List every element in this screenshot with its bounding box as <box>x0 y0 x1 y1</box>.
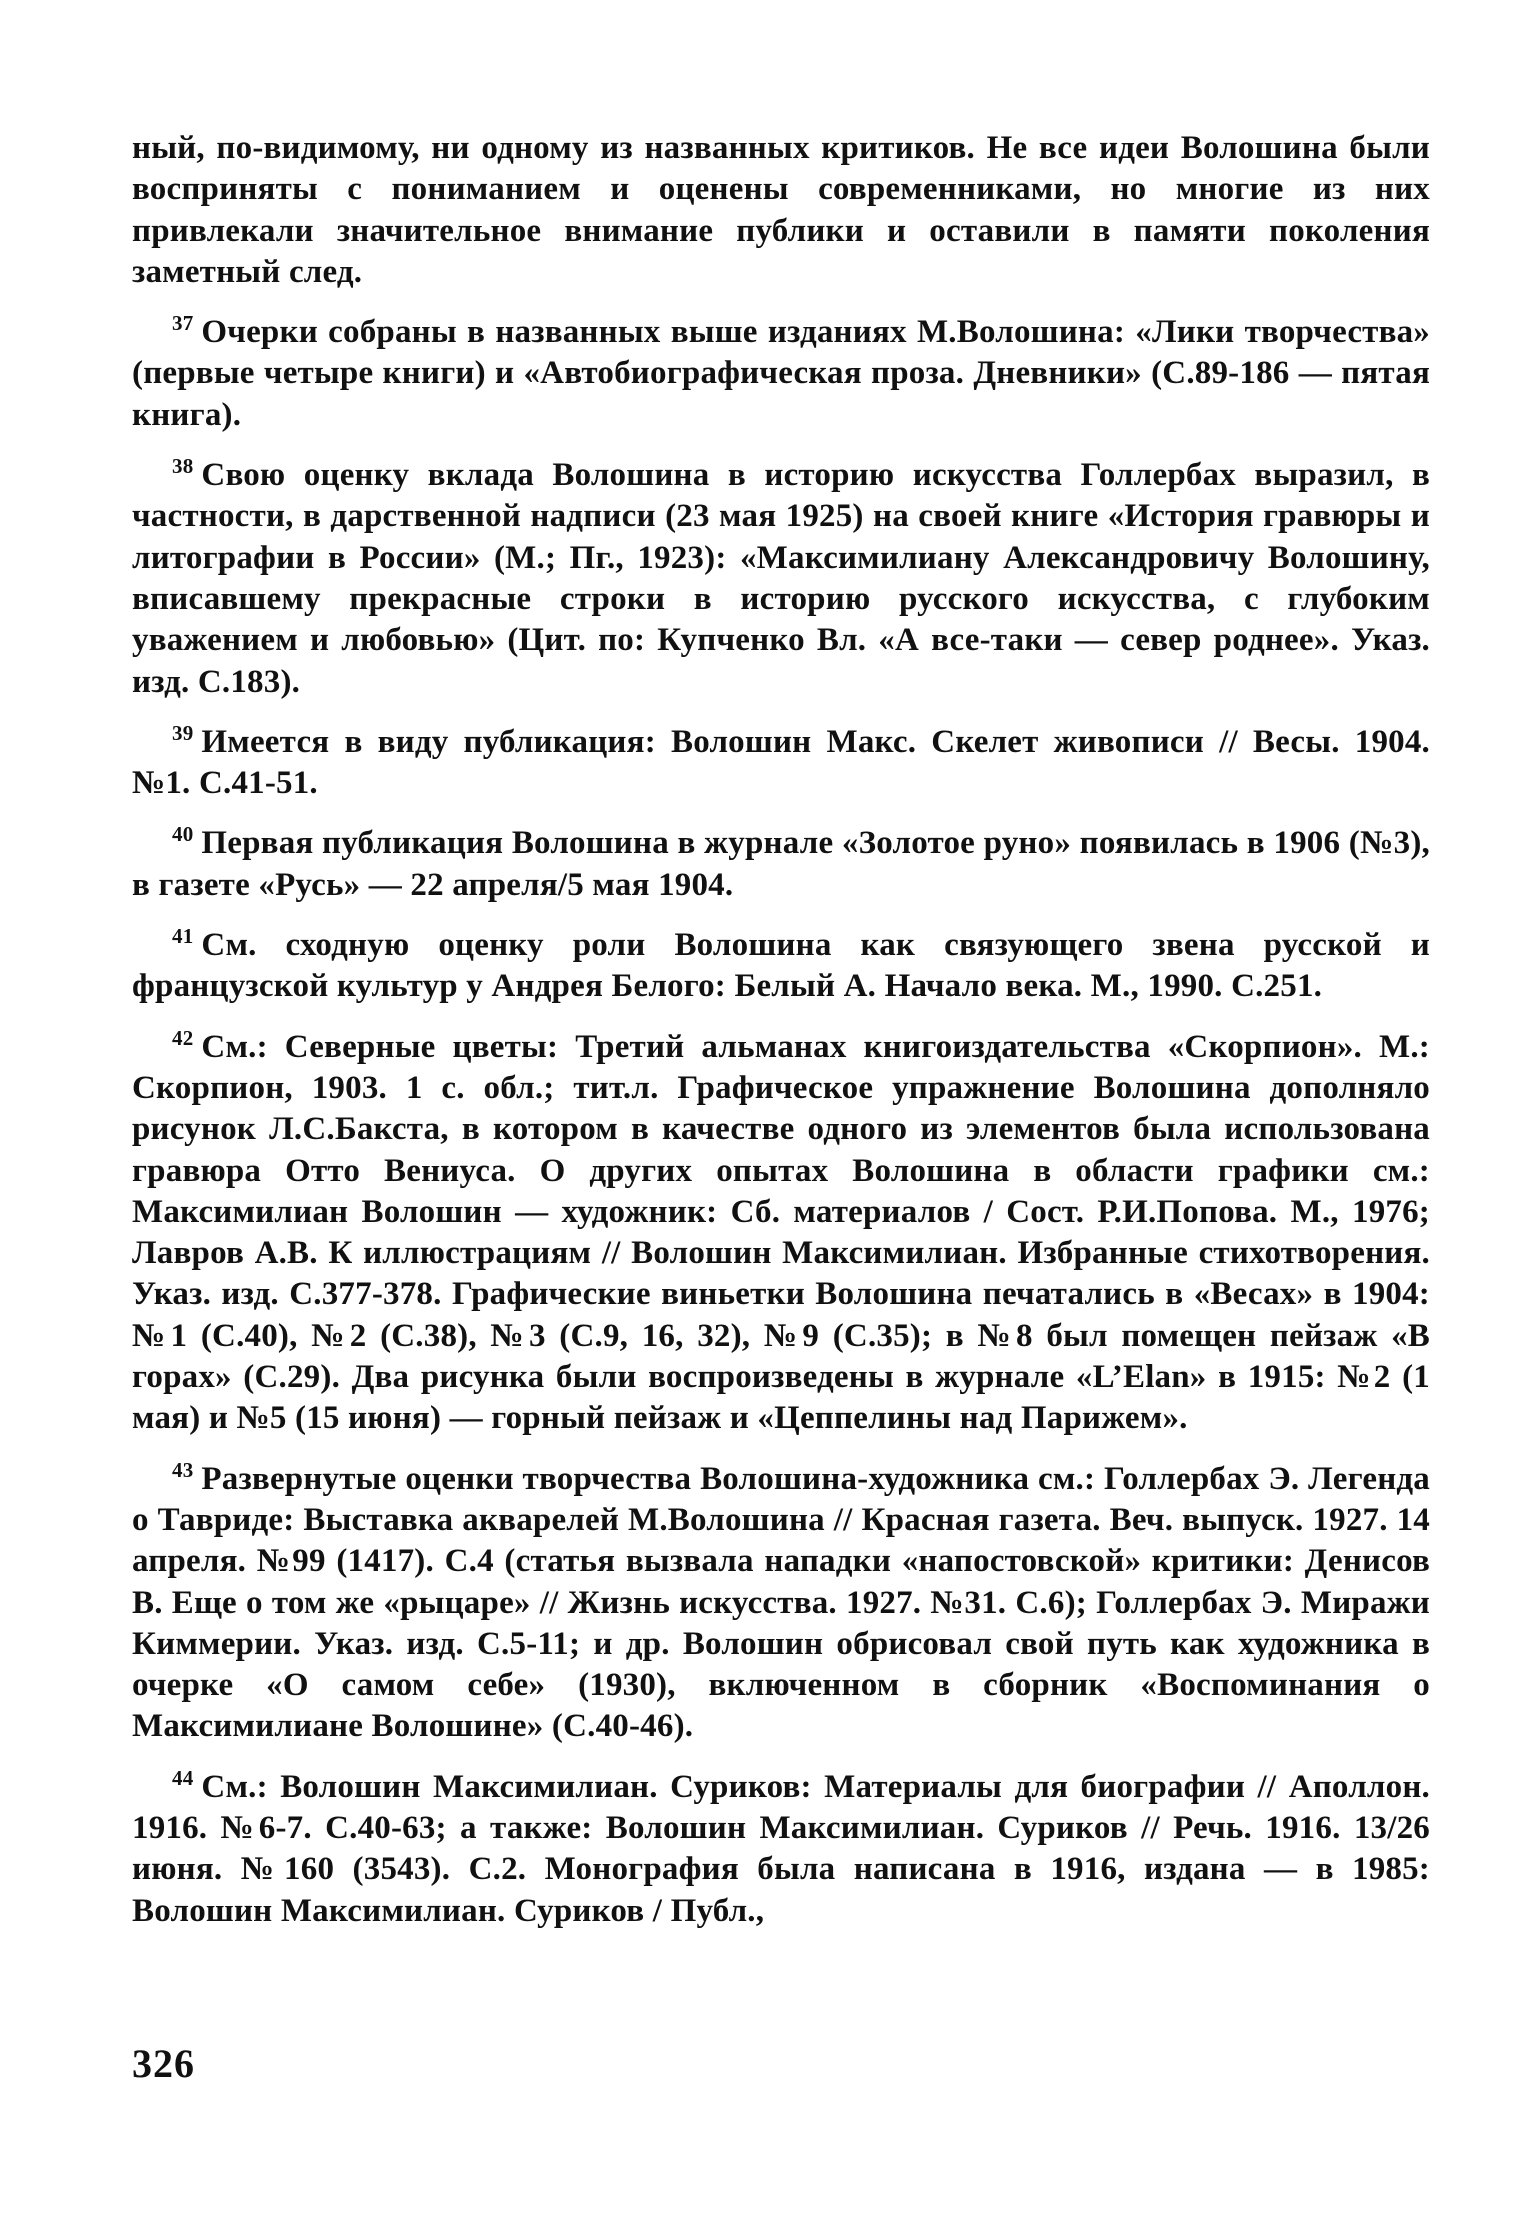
footnote-number: 40 <box>172 822 194 847</box>
footnote-text: Первая публикация Волошина в журнале «Золотое руно» появилась в 1906 (№3), в газете «Русь» — 22 апреля/5 мая 1904. <box>132 825 1430 903</box>
footnote-42 <box>132 1027 1430 1440</box>
footnote-text: Свою оценку вклада Волошина в историю искусства Голлербах выразил, в частности, в дарственной надписи (23 мая 1925) на своей книге «История гравюры и литографии в России» (М.; Пг., 1923): «Максимилиану Александровичу Волошину, вписавшему прекрасные строки в историю русского искусства, с глубоким уважением и любовью» (Цит. по: Купченко Вл. «А все-таки — север роднее». Указ. изд. С.183). <box>132 457 1430 700</box>
footnote-44 <box>132 1767 1430 1932</box>
footnote-43 <box>132 1459 1430 1748</box>
footnote-number: 39 <box>172 720 194 745</box>
footnote-text: Очерки собраны в названных выше изданиях М.Волошина: «Лики творчества» (первые четыре книги) и «Автобиографическая проза. Дневники» (С.89-186 — пятая книга). <box>132 314 1430 433</box>
footnote-text: См.: Северные цветы: Третий альманах книгоиздательства «Скорпион». М.: Скорпион, 1903. 1 с. обл.; тит.л. Графическое упражнение Волошина дополняло рисунок Л.С.Бакста, в котором в качестве одного из элементов была использована гравюра Отто Вениуса. О других опытах Волошина в области графики см.: Максимилиан Волошин — художник: Сб. материалов / Сост. Р.И.Попова. М., 1976; Лавров А.В. К иллюстрациям // Волошин Максимилиан. Избранные стихотворения. Указ. изд. С.377-378. Графические виньетки Волошина печатались в «Весах» в 1904: №1 (С.40), №2 (С.38), №3 (С.9, 16, 32), №9 (С.35); в №8 был помещен пейзаж «В горах» (С.29). Два рисунка были воспроизведены в журнале «L’Elan» в 1915: №2 (1 мая) и №5 (15 июня) — горный пейзаж и «Цеппелины над Парижем». <box>132 1028 1430 1437</box>
footnote-number: 38 <box>172 454 194 479</box>
footnote-text: Развернутые оценки творчества Волошина-художника см.: Голлербах Э. Легенда о Тавриде: Выставка акварелей М.Волошина // Красная газета. Веч. выпуск. 1927. 14 апреля. №99 (1417). С.4 (статья вызвала нападки «напостовской» критики: Денисов В. Еще о том же «рыцаре» // Жизнь искусства. 1927. №31. С.6); Голлербах Э. Миражи Киммерии. Указ. изд. С.5-11; и др. Волошин обрисовал свой путь как художника в очерке «О самом себе» (1930), включенном в сборник «Воспоминания о Максимилиане Волошине» (С.40-46). <box>132 1460 1430 1745</box>
intro-paragraph: ный, по-видимому, ни одному из названных критиков. Не все идеи Волошина были восприняты с пониманием и оценены современниками, но многие из них привлекали значительное внимание публики и оставили в памяти поколения заметный след. <box>132 130 1430 290</box>
footnote-text: См. сходную оценку роли Волошина как связующего звена русской и французской культур у Андрея Белого: Белый А. Начало века. М., 1990. С.251. <box>132 927 1430 1005</box>
footnote-38 <box>132 455 1430 703</box>
footnote-40 <box>132 823 1430 906</box>
footnote-number: 42 <box>172 1025 194 1050</box>
page-number: 326 <box>132 2041 195 2086</box>
footnote-text: Имеется в виду публикация: Волошин Макс. Скелет живописи // Весы. 1904. №1. С.41-51. <box>132 723 1430 802</box>
footnote-39 <box>132 722 1430 805</box>
footnote-text: См.: Волошин Максимилиан. Суриков: Материалы для биографии // Аполлон. 1916. №6-7. С.40-63; а также: Волошин Максимилиан. Суриков // Речь. 1916. 13/26 июня. №160 (3543). С.2. Монография была написана в 1916, издана — в 1985: Волошин Максимилиан. Суриков / Публ., <box>132 1768 1430 1929</box>
footnote-37 <box>132 312 1430 436</box>
footnote-number: 44 <box>172 1765 194 1790</box>
footnote-number: 43 <box>172 1457 194 1482</box>
page-body <box>132 128 1430 1932</box>
footnote-number: 37 <box>172 311 194 336</box>
footnote-41 <box>132 925 1430 1008</box>
footnote-number: 41 <box>172 924 194 949</box>
